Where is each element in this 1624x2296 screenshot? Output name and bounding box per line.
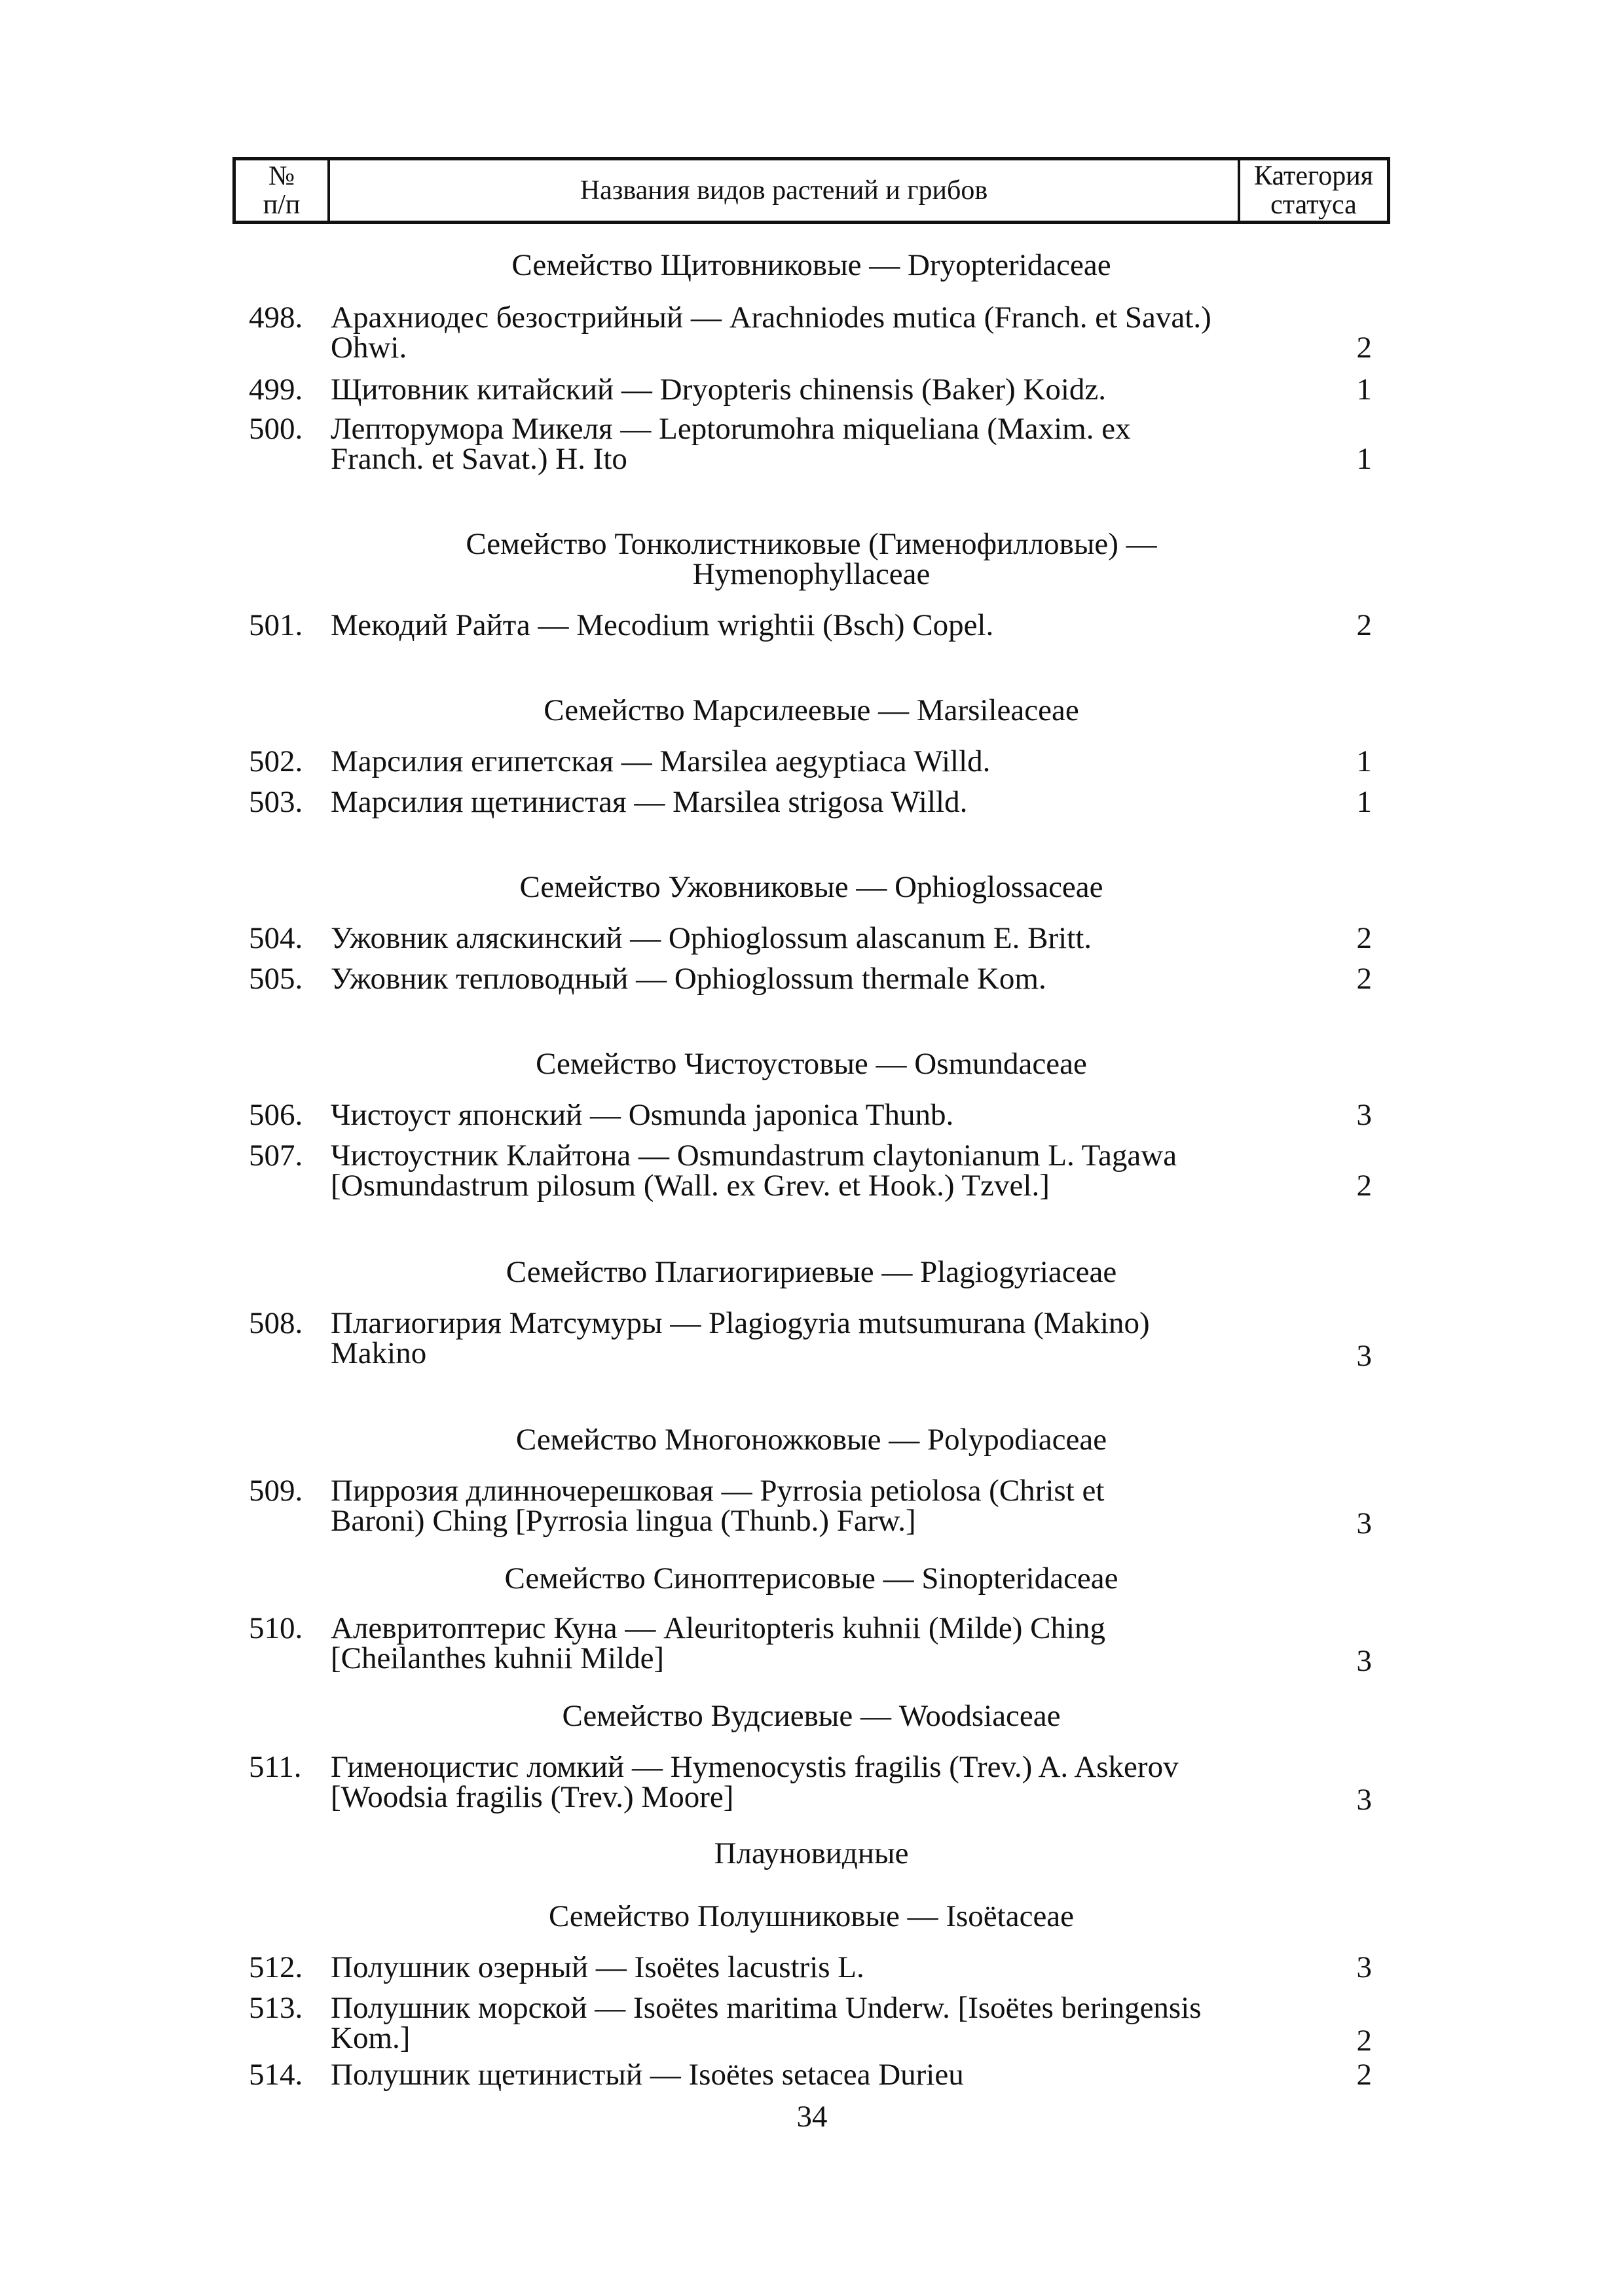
entry-status: 1: [1356, 373, 1372, 407]
family-heading: Семейство Ужовниковые — Ophioglossaceae: [519, 870, 1103, 904]
entry-text: [331, 1952, 1262, 1982]
entry-line: [Cheilanthes kuhnii Milde]: [331, 1641, 665, 1675]
entry-status: 1: [1356, 744, 1372, 778]
entry-number: 504.: [249, 921, 303, 955]
entry-line: Алевритоптерис Куна — Aleuritopteris kuhnii (Milde) Ching: [331, 1611, 1106, 1645]
header-status-sublabel: статуса: [1270, 190, 1357, 220]
entry-status: 3: [1356, 1098, 1372, 1132]
entry-status: 2: [1356, 2024, 1372, 2058]
entry-status: 2: [1356, 962, 1372, 996]
entry-line: Чистоустник Клайтона — Osmundastrum claytonianum L. Tagawa: [331, 1139, 1177, 1173]
family-heading: Семейство Синоптерисовые — Sinopteridaceae: [504, 1561, 1118, 1595]
entry-status: 3: [1356, 1506, 1372, 1540]
header-status-label: Категория: [1254, 161, 1373, 191]
entry-line: [Woodsia fragilis (Trev.) Moore]: [331, 1780, 734, 1814]
entry-line: Арахниодес безострийный — Arachniodes mutica (Franch. et Savat.): [331, 301, 1211, 335]
entry-line: Makino: [331, 1336, 427, 1370]
entry-line: Плагиогирия Матсумуры — Plagiogyria mutsumurana (Makino): [331, 1306, 1150, 1340]
entry-text: [331, 1752, 1262, 1812]
entry-text: [331, 1308, 1262, 1368]
entry-line: Лепторумора Микеля — Leptorumohra miqueliana (Maxim. ex: [331, 412, 1131, 446]
header-name-label: Названия видов растений и грибов: [580, 175, 988, 206]
family-heading: [232, 529, 1390, 589]
entry-text: [331, 1476, 1262, 1536]
entry-line: Пиррозия длинночерешковая — Pyrrosia petiolosa (Christ et: [331, 1474, 1105, 1508]
entry-number: 500.: [249, 412, 303, 446]
entry-text: [331, 414, 1262, 474]
entry-line: [Osmundastrum pilosum (Wall. ex Grev. et Hook.) Tzvel.]: [331, 1169, 1050, 1203]
entry-number: 511.: [249, 1750, 302, 1784]
page-number: 34: [796, 2100, 828, 2134]
entry-line: Franch. et Savat.) H. Ito: [331, 442, 627, 476]
family-heading: Семейство Чистоустовые — Osmundaceae: [536, 1047, 1087, 1081]
entry-line: Гименоцистис ломкий — Hymenocystis fragilis (Trev.) A. Askerov: [331, 1750, 1179, 1784]
entry-number: 501.: [249, 608, 303, 642]
family-heading: Семейство Марсилеевые — Marsileaceae: [544, 693, 1079, 727]
entry-status: 3: [1356, 1950, 1372, 1984]
division-heading: Плауновидные: [714, 1836, 909, 1870]
header-number-column: [236, 160, 330, 221]
entry-line: Марсилия египетская — Marsilea aegyptiaca Willd.: [331, 744, 991, 778]
entry-line: Ohwi.: [331, 331, 407, 365]
entry-number: 509.: [249, 1474, 303, 1508]
entry-line: Полушник щетинистый — Isoëtes setacea Durieu: [331, 2058, 964, 2092]
entry-text: [331, 2060, 1262, 2090]
entry-number: 506.: [249, 1098, 303, 1132]
entry-text: [331, 964, 1262, 994]
entry-line: Ужовник тепловодный — Ophioglossum thermale Kom.: [331, 962, 1046, 996]
entry-text: [331, 1613, 1262, 1673]
entry-number: 513.: [249, 1991, 303, 2025]
entry-number: 508.: [249, 1306, 303, 1340]
entry-line: Щитовник китайский — Dryopteris chinensis (Baker) Koidz.: [331, 373, 1106, 407]
entry-line: Ужовник аляскинский — Ophioglossum alascanum E. Britt.: [331, 921, 1092, 955]
entry-line: Чистоуст японский — Osmunda japonica Thunb.: [331, 1098, 954, 1132]
header-number-label: №: [268, 161, 295, 191]
entry-number: 507.: [249, 1139, 303, 1173]
header-status-column: [1240, 160, 1387, 221]
family-heading: Семейство Щитовниковые — Dryopteridaceae: [511, 248, 1111, 282]
entry-number: 502.: [249, 744, 303, 778]
entry-status: 2: [1356, 2058, 1372, 2092]
entry-text: [331, 1993, 1262, 2053]
entry-line: Марсилия щетинистая — Marsilea strigosa Willd.: [331, 785, 968, 819]
entry-number: 514.: [249, 2058, 303, 2092]
entry-status: 3: [1356, 1783, 1372, 1817]
entry-line: Kom.]: [331, 2021, 411, 2055]
entry-text: [331, 610, 1262, 640]
entry-text: [331, 746, 1262, 776]
entry-status: 2: [1356, 921, 1372, 955]
entry-number: 499.: [249, 373, 303, 407]
entry-number: 505.: [249, 962, 303, 996]
header-name-column: [330, 160, 1240, 221]
entry-line: Мекодий Райта — Mecodium wrightii (Bsch) Copel.: [331, 608, 994, 642]
header-number-sublabel: п/п: [263, 190, 301, 220]
entry-status: 3: [1356, 1644, 1372, 1678]
family-heading: Семейство Многоножковые — Polypodiaceae: [515, 1423, 1107, 1457]
entry-text: [331, 1140, 1262, 1201]
entry-status: 3: [1356, 1339, 1372, 1373]
entry-number: 510.: [249, 1611, 303, 1645]
entry-text: [331, 1100, 1262, 1130]
entry-line: Полушник озерный — Isoëtes lacustris L.: [331, 1950, 864, 1984]
entry-text: [331, 374, 1262, 405]
entry-text: [331, 787, 1262, 817]
entry-text: [331, 302, 1262, 363]
entry-status: 2: [1356, 331, 1372, 365]
entry-status: 2: [1356, 1169, 1372, 1203]
entry-line: Полушник морской — Isoëtes maritima Underw. [Isoëtes beringensis: [331, 1991, 1202, 2025]
entry-status: 2: [1356, 608, 1372, 642]
family-heading-line: Hymenophyllaceae: [692, 557, 931, 591]
entry-number: 498.: [249, 301, 303, 335]
entry-text: [331, 923, 1262, 953]
family-heading: Семейство Вудсиевые — Woodsiaceae: [562, 1699, 1061, 1733]
family-heading: Семейство Полушниковые — Isoëtaceae: [548, 1899, 1075, 1933]
family-heading: Семейство Плагиогириевые — Plagiogyriaceae: [506, 1255, 1117, 1289]
entry-status: 1: [1356, 785, 1372, 819]
entry-line: Baroni) Ching [Pyrrosia lingua (Thunb.) Farw.]: [331, 1504, 916, 1538]
table-header: [232, 157, 1390, 224]
family-heading-line: Семейство Тонколистниковые (Гименофилловые) —: [466, 527, 1157, 561]
entry-number: 503.: [249, 785, 303, 819]
entry-number: 512.: [249, 1950, 303, 1984]
entry-status: 1: [1356, 442, 1372, 476]
